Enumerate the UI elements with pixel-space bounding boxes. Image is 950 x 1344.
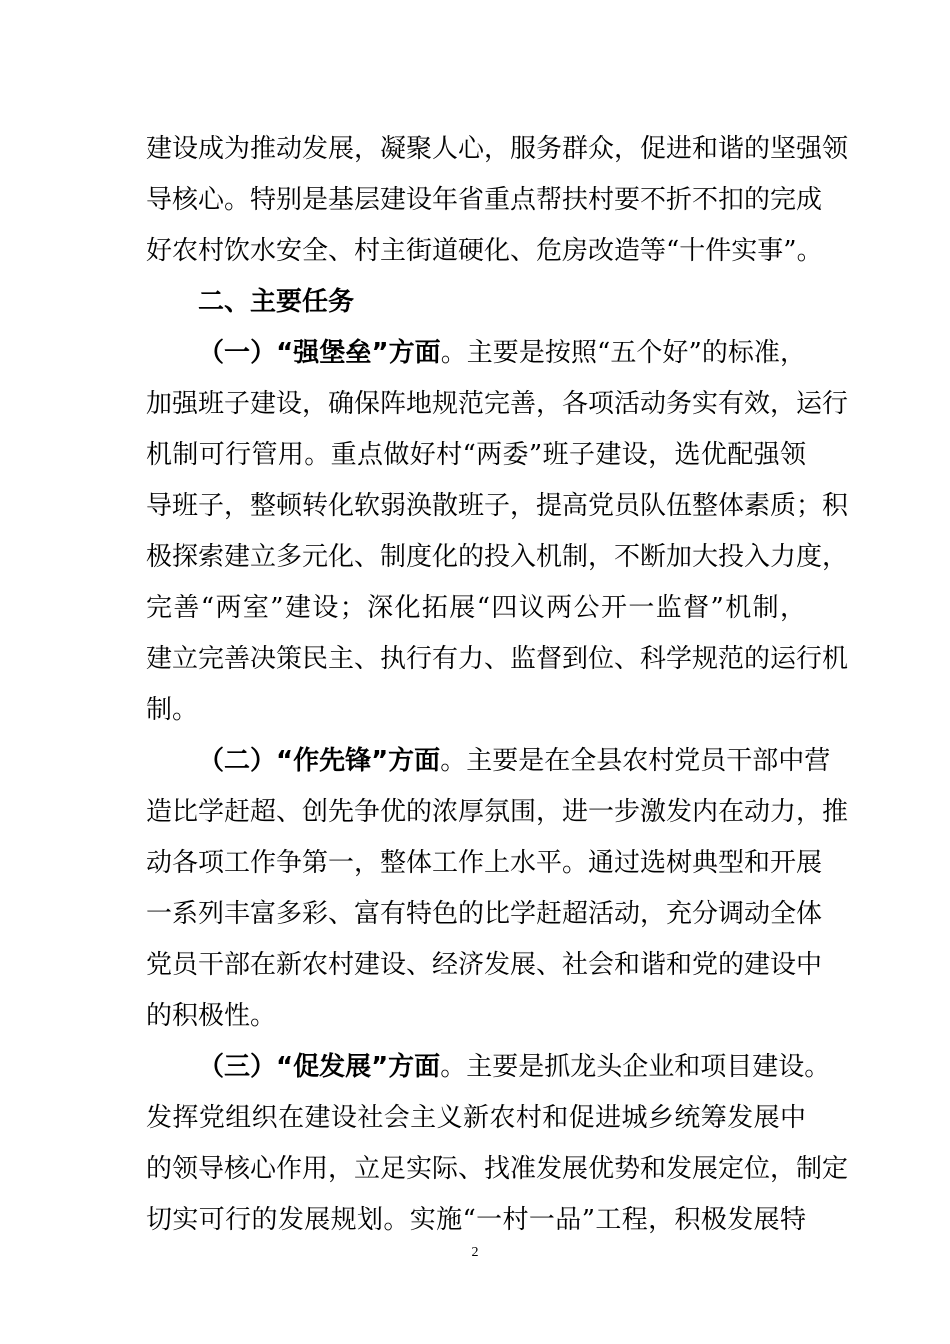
- text-line: 切实可行的发展规划。实施“一村一品”工程，积极发展特: [146, 1205, 806, 1235]
- paragraph-first-line: [146, 1042, 831, 1093]
- text-line: 发挥党组织在建设社会主义新农村和促进城乡统筹发展中: [146, 1103, 806, 1133]
- text-line: 机制可行管用。重点做好村“两委”班子建设，选优配强领: [146, 440, 806, 470]
- text-line: 完善“两室”建设；深化拓展“四议两公开一监督”机制，: [146, 593, 806, 623]
- text-line: 的领导核心作用，立足实际、找准发展优势和发展定位，制定: [146, 1154, 849, 1184]
- text-line: 好农村饮水安全、村主街道硬化、危房改造等“十件实事”。: [146, 236, 823, 266]
- text-line: 导班子，整顿转化软弱涣散班子，提高党员队伍整体素质；积: [146, 491, 849, 521]
- text-line: 党员干部在新农村建设、经济发展、社会和谐和党的建设中: [146, 950, 823, 980]
- text-line: 导核心。特别是基层建设年省重点帮扶村要不折不扣的完成: [146, 185, 823, 215]
- text-line: 极探索建立多元化、制度化的投入机制，不断加大投入力度，: [146, 542, 849, 572]
- page-number: 2: [471, 1245, 479, 1260]
- text-line: 动各项工作争第一，整体工作上水平。通过选树典型和开展: [146, 848, 823, 878]
- body-text: [146, 124, 849, 1246]
- text-line: 的积极性。: [146, 1001, 277, 1031]
- paragraph-first-line: [146, 328, 806, 379]
- paragraph-first-line: [146, 736, 831, 787]
- paragraph-text: 。主要是在全县农村党员干部中营: [440, 746, 831, 776]
- paragraph-text: 。主要是抓龙头企业和项目建设。: [440, 1052, 831, 1082]
- text-line: 制。: [146, 695, 199, 725]
- text-line: 一系列丰富多彩、富有特色的比学赶超活动，充分调动全体: [146, 899, 823, 929]
- paragraph-text: 。主要是按照“五个好”的标准，: [440, 338, 806, 368]
- text-line: 造比学赶超、创先争优的浓厚氛围，进一步激发内在动力，推: [146, 797, 849, 827]
- text-line: 加强班子建设，确保阵地规范完善，各项活动务实有效，运行: [146, 389, 849, 419]
- section-heading: 二、主要任务: [198, 287, 355, 317]
- subsection-heading: （三）“促发展”方面: [198, 1052, 441, 1082]
- subsection-heading: （一）“强堡垒”方面: [198, 338, 441, 368]
- text-line: 建立完善决策民主、执行有力、监督到位、科学规范的运行机: [146, 644, 849, 674]
- subsection-heading: （二）“作先锋”方面: [198, 746, 441, 776]
- text-line: 建设成为推动发展，凝聚人心，服务群众，促进和谐的坚强领: [146, 134, 849, 164]
